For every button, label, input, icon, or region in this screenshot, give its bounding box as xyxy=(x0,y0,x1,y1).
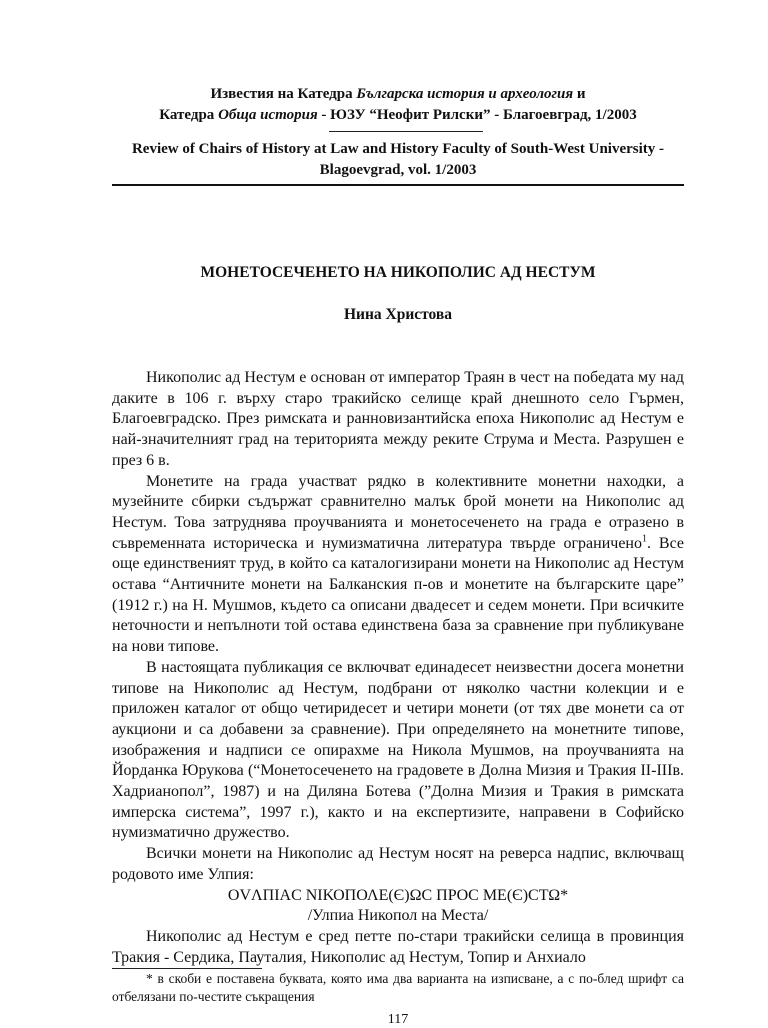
journal-header-line-1: Известия на Катедра Българска история и археология и xyxy=(210,86,586,102)
article-body xyxy=(112,368,684,968)
paragraph: Всички монети на Никополис ад Нестум носят на реверса надпис, включващ родовото име Улпия: xyxy=(112,845,684,883)
greek-inscription: ΟVΛΠΙΑC ΝΙΚΟΠΟΛΕ(Є)ΩC ΠΡΟC ΜΕ(Є)CΤΩ* xyxy=(227,886,569,904)
article-author: Нина Христова xyxy=(343,306,453,323)
paragraph: Никополис ад Нестум е сред петте по-стари тракийски селища в провинция Тракия - Сердика, Пауталия, Никополис ад Нестум, Топир и Анхиало xyxy=(112,927,684,966)
footnote-ref: 1 xyxy=(642,533,647,545)
header-divider-short xyxy=(329,131,483,132)
article-title: МОНЕТОСЕЧЕНЕТО НА НИКОПОЛИС АД НЕСТУМ xyxy=(200,264,596,281)
header-divider xyxy=(112,184,684,186)
inscription-translation: /Улпиа Никопол на Места/ xyxy=(307,907,489,925)
journal-header-english: Review of Chairs of History at Law and History Faculty of South-West University - Blagoevgrad, vol. 1/2003 xyxy=(131,141,665,178)
paragraph: Никополис ад Нестум е основан от император Траян в чест на победата му над даките в 106 г. върху старо тракийско селище край днешното село Гърмен, Благоевградско. През римската и ранновизантийска епоха Никополис ад Нестум е най-значителният град на територията между реките Струма и Места. Разрушен е през 6 в. xyxy=(112,369,684,469)
journal-header xyxy=(112,84,684,126)
journal-header-line-2: Катедра Обща история - ЮЗУ “Неофит Рилски” - Благоевград, 1/2003 xyxy=(159,107,637,123)
footnote-divider xyxy=(112,968,262,969)
page-number: 117 xyxy=(387,1012,409,1027)
paragraph: В настоящата публикация се включват единадесет неизвестни досега монетни типове на Никополис ад Нестум, подбрани от няколко частни колекции и е приложен каталог от общо четиридесет и четири монети (от тях две монети са от аукциони и са добавени за сравнение). При определянето на монетните типове, изображения и надписи се опирахме на Никола Мушмов, на проучванията на Йорданка Юрукова (“Монетосеченето на градовете в Долна Мизия и Тракия II-IIIв. Хадрианопол”, 1987) и на Диляна Ботева (”Долна Мизия и Тракия в римската имперска система”, 1997 г.), както и на експертизите, направени в Софийско нумизматично дружество. xyxy=(112,658,684,842)
paragraph: Монетите на града участват рядко в колективните монетни находки, а музейните сбирки съдържат сравнително малък брой монети на Никополис ад Нестум. Това затруднява проучванията и монетосеченето на града е отразено в съвременната историческа и нумизматична литература твърде ограничено$^1$. Все още единственият труд, в който са каталогизирани монети на Никополис ад Нестум остава “Античните монети на Балканския п-ов и монетите на българските царе” (1912 г.) на Н. Мушмов, където са описани двадесет и седем монети. При всичките неточности и непълноти той остава единствена база за сравнение при публикуване на нови типове. xyxy=(112,472,684,656)
footnote: * в скоби е поставена буквата, която има два варианта на изписване, а с по-блед шрифт са отбелязани по-честите съкращения xyxy=(112,971,684,1004)
